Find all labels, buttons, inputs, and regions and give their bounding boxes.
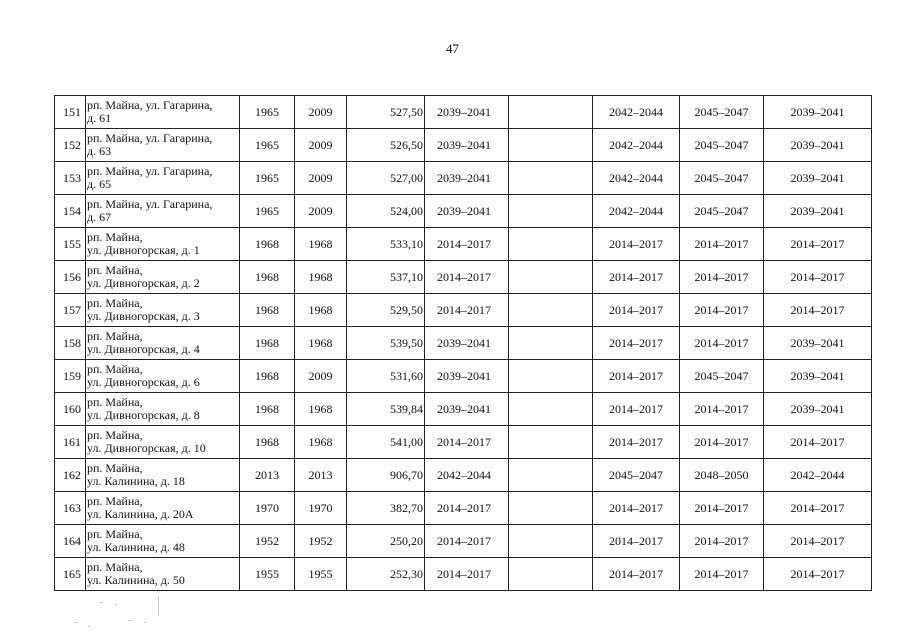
- table-row: [55, 261, 872, 294]
- area-cell: 252,30: [347, 558, 425, 591]
- address-line-1: рп. Майна, ул. Гагарина,: [87, 98, 213, 112]
- period-cell: 2039–2041: [425, 96, 509, 129]
- row-number: 158: [55, 327, 86, 360]
- period-cell: 2014–2017: [680, 228, 764, 261]
- housing-register-table: [54, 95, 872, 591]
- period-cell: 2014–2017: [425, 261, 509, 294]
- address-cell: [86, 162, 240, 195]
- year-cell: 1968: [295, 393, 347, 426]
- year-cell: 2013: [295, 459, 347, 492]
- address-line-2: ул. Дивногорская, д. 4: [87, 342, 200, 356]
- period-cell: 2014–2017: [764, 261, 872, 294]
- period-cell: 2014–2017: [680, 558, 764, 591]
- area-cell: 906,70: [347, 459, 425, 492]
- address-line-1: рп. Майна, ул. Гагарина,: [87, 197, 213, 211]
- period-cell: 2014–2017: [593, 393, 680, 426]
- address-cell: [86, 492, 240, 525]
- empty-cell: [509, 360, 593, 393]
- area-cell: 382,70: [347, 492, 425, 525]
- year-built-cell: 1970: [240, 492, 295, 525]
- area-cell: 526,50: [347, 129, 425, 162]
- period-cell: 2039–2041: [764, 129, 872, 162]
- period-cell: 2014–2017: [593, 228, 680, 261]
- period-cell: 2014–2017: [764, 558, 872, 591]
- period-cell: 2014–2017: [680, 393, 764, 426]
- period-cell: 2014–2017: [764, 492, 872, 525]
- row-number: 163: [55, 492, 86, 525]
- year-built-cell: 1952: [240, 525, 295, 558]
- period-cell: 2039–2041: [425, 129, 509, 162]
- period-cell: 2014–2017: [764, 525, 872, 558]
- address-cell: [86, 195, 240, 228]
- address-line-2: ул. Дивногорская, д. 1: [87, 243, 200, 257]
- area-cell: 527,50: [347, 96, 425, 129]
- period-cell: 2039–2041: [764, 195, 872, 228]
- empty-cell: [509, 129, 593, 162]
- row-number: 151: [55, 96, 86, 129]
- period-cell: 2014–2017: [425, 426, 509, 459]
- table-row: [55, 96, 872, 129]
- scan-noise: [70, 592, 190, 632]
- period-cell: 2045–2047: [680, 162, 764, 195]
- empty-cell: [509, 261, 593, 294]
- address-cell: [86, 525, 240, 558]
- period-cell: 2014–2017: [593, 327, 680, 360]
- period-cell: 2039–2041: [764, 393, 872, 426]
- period-cell: 2039–2041: [764, 96, 872, 129]
- period-cell: 2014–2017: [593, 426, 680, 459]
- address-line-2: ул. Калинина, д. 20А: [87, 507, 194, 521]
- year-built-cell: 1968: [240, 294, 295, 327]
- period-cell: 2045–2047: [593, 459, 680, 492]
- address-line-1: рп. Майна,: [87, 362, 143, 376]
- period-cell: 2014–2017: [425, 492, 509, 525]
- table-row: [55, 294, 872, 327]
- year-cell: 1968: [295, 294, 347, 327]
- year-cell: 2009: [295, 195, 347, 228]
- period-cell: 2014–2017: [593, 492, 680, 525]
- row-number: 157: [55, 294, 86, 327]
- address-line-2: ул. Дивногорская, д. 2: [87, 276, 200, 290]
- row-number: 164: [55, 525, 86, 558]
- address-line-1: рп. Майна,: [87, 263, 143, 277]
- empty-cell: [509, 525, 593, 558]
- period-cell: 2039–2041: [764, 360, 872, 393]
- table-row: [55, 558, 872, 591]
- period-cell: 2014–2017: [680, 426, 764, 459]
- period-cell: 2039–2041: [425, 393, 509, 426]
- year-cell: 1970: [295, 492, 347, 525]
- period-cell: 2014–2017: [680, 294, 764, 327]
- area-cell: 529,50: [347, 294, 425, 327]
- year-built-cell: 1968: [240, 426, 295, 459]
- year-built-cell: 2013: [240, 459, 295, 492]
- year-built-cell: 1965: [240, 162, 295, 195]
- area-cell: 533,10: [347, 228, 425, 261]
- address-line-1: рп. Майна,: [87, 560, 143, 574]
- year-cell: 2009: [295, 162, 347, 195]
- address-cell: [86, 294, 240, 327]
- year-built-cell: 1968: [240, 393, 295, 426]
- row-number: 161: [55, 426, 86, 459]
- year-built-cell: 1965: [240, 96, 295, 129]
- address-line-2: д. 63: [87, 144, 112, 158]
- address-line-2: ул. Дивногорская, д. 3: [87, 309, 200, 323]
- address-line-1: рп. Майна,: [87, 230, 143, 244]
- period-cell: 2045–2047: [680, 360, 764, 393]
- row-number: 154: [55, 195, 86, 228]
- empty-cell: [509, 228, 593, 261]
- period-cell: 2014–2017: [764, 228, 872, 261]
- period-cell: 2042–2044: [425, 459, 509, 492]
- year-cell: 2009: [295, 360, 347, 393]
- period-cell: 2042–2044: [593, 195, 680, 228]
- table-row: [55, 228, 872, 261]
- period-cell: 2042–2044: [593, 162, 680, 195]
- period-cell: 2039–2041: [425, 360, 509, 393]
- period-cell: 2039–2041: [425, 162, 509, 195]
- empty-cell: [509, 393, 593, 426]
- table-row: [55, 129, 872, 162]
- address-line-2: ул. Калинина, д. 18: [87, 474, 185, 488]
- address-cell: [86, 426, 240, 459]
- year-built-cell: 1965: [240, 129, 295, 162]
- area-cell: 539,50: [347, 327, 425, 360]
- period-cell: 2039–2041: [425, 327, 509, 360]
- period-cell: 2045–2047: [680, 195, 764, 228]
- row-number: 155: [55, 228, 86, 261]
- address-cell: [86, 228, 240, 261]
- period-cell: 2014–2017: [680, 327, 764, 360]
- address-line-1: рп. Майна, ул. Гагарина,: [87, 131, 213, 145]
- table-row: [55, 393, 872, 426]
- period-cell: 2045–2047: [680, 129, 764, 162]
- year-cell: 2009: [295, 129, 347, 162]
- address-line-1: рп. Майна, ул. Гагарина,: [87, 164, 213, 178]
- address-cell: [86, 261, 240, 294]
- year-cell: 1955: [295, 558, 347, 591]
- period-cell: 2014–2017: [593, 294, 680, 327]
- period-cell: 2014–2017: [593, 261, 680, 294]
- period-cell: 2045–2047: [680, 96, 764, 129]
- address-line-2: ул. Дивногорская, д. 8: [87, 408, 200, 422]
- period-cell: 2039–2041: [764, 327, 872, 360]
- period-cell: 2014–2017: [425, 294, 509, 327]
- period-cell: 2014–2017: [680, 492, 764, 525]
- year-built-cell: 1968: [240, 327, 295, 360]
- address-cell: [86, 459, 240, 492]
- year-built-cell: 1965: [240, 195, 295, 228]
- year-cell: 2009: [295, 96, 347, 129]
- period-cell: 2042–2044: [593, 129, 680, 162]
- table-row: [55, 426, 872, 459]
- table-row: [55, 360, 872, 393]
- address-line-2: д. 65: [87, 177, 112, 191]
- table-body: [55, 96, 872, 591]
- year-cell: 1968: [295, 426, 347, 459]
- address-line-2: ул. Дивногорская, д. 10: [87, 441, 206, 455]
- area-cell: 250,20: [347, 525, 425, 558]
- period-cell: 2042–2044: [764, 459, 872, 492]
- address-line-1: рп. Майна,: [87, 428, 143, 442]
- period-cell: 2014–2017: [425, 525, 509, 558]
- period-cell: 2048–2050: [680, 459, 764, 492]
- period-cell: 2014–2017: [764, 294, 872, 327]
- table-row: [55, 525, 872, 558]
- address-cell: [86, 129, 240, 162]
- period-cell: 2014–2017: [764, 426, 872, 459]
- address-line-2: д. 67: [87, 210, 112, 224]
- year-cell: 1968: [295, 228, 347, 261]
- row-number: 153: [55, 162, 86, 195]
- empty-cell: [509, 162, 593, 195]
- row-number: 152: [55, 129, 86, 162]
- table-row: [55, 459, 872, 492]
- address-line-1: рп. Майна,: [87, 494, 143, 508]
- address-line-2: ул. Калинина, д. 50: [87, 573, 185, 587]
- row-number: 160: [55, 393, 86, 426]
- period-cell: 2014–2017: [593, 360, 680, 393]
- table-row: [55, 195, 872, 228]
- table-row: [55, 162, 872, 195]
- address-line-2: ул. Дивногорская, д. 6: [87, 375, 200, 389]
- empty-cell: [509, 459, 593, 492]
- period-cell: 2042–2044: [593, 96, 680, 129]
- year-built-cell: 1968: [240, 360, 295, 393]
- address-line-2: д. 61: [87, 111, 112, 125]
- empty-cell: [509, 195, 593, 228]
- address-cell: [86, 558, 240, 591]
- empty-cell: [509, 492, 593, 525]
- period-cell: 2014–2017: [593, 558, 680, 591]
- empty-cell: [509, 294, 593, 327]
- address-line-1: рп. Майна,: [87, 461, 143, 475]
- address-line-1: рп. Майна,: [87, 296, 143, 310]
- address-line-2: ул. Калинина, д. 48: [87, 540, 185, 554]
- address-line-1: рп. Майна,: [87, 527, 143, 541]
- address-cell: [86, 327, 240, 360]
- area-cell: 531,60: [347, 360, 425, 393]
- year-built-cell: 1955: [240, 558, 295, 591]
- year-built-cell: 1968: [240, 261, 295, 294]
- area-cell: 539,84: [347, 393, 425, 426]
- address-cell: [86, 96, 240, 129]
- address-line-1: рп. Майна,: [87, 329, 143, 343]
- year-built-cell: 1968: [240, 228, 295, 261]
- period-cell: 2014–2017: [680, 261, 764, 294]
- empty-cell: [509, 558, 593, 591]
- row-number: 159: [55, 360, 86, 393]
- area-cell: 537,10: [347, 261, 425, 294]
- address-cell: [86, 393, 240, 426]
- empty-cell: [509, 327, 593, 360]
- period-cell: 2039–2041: [425, 195, 509, 228]
- area-cell: 527,00: [347, 162, 425, 195]
- year-cell: 1968: [295, 327, 347, 360]
- row-number: 165: [55, 558, 86, 591]
- address-cell: [86, 360, 240, 393]
- empty-cell: [509, 96, 593, 129]
- row-number: 156: [55, 261, 86, 294]
- table-row: [55, 492, 872, 525]
- period-cell: 2039–2041: [764, 162, 872, 195]
- row-number: 162: [55, 459, 86, 492]
- period-cell: 2014–2017: [593, 525, 680, 558]
- period-cell: 2014–2017: [680, 525, 764, 558]
- area-cell: 541,00: [347, 426, 425, 459]
- year-cell: 1968: [295, 261, 347, 294]
- year-cell: 1952: [295, 525, 347, 558]
- empty-cell: [509, 426, 593, 459]
- table-row: [55, 327, 872, 360]
- period-cell: 2014–2017: [425, 228, 509, 261]
- area-cell: 524,00: [347, 195, 425, 228]
- address-line-1: рп. Майна,: [87, 395, 143, 409]
- page-number: 47: [446, 41, 459, 56]
- period-cell: 2014–2017: [425, 558, 509, 591]
